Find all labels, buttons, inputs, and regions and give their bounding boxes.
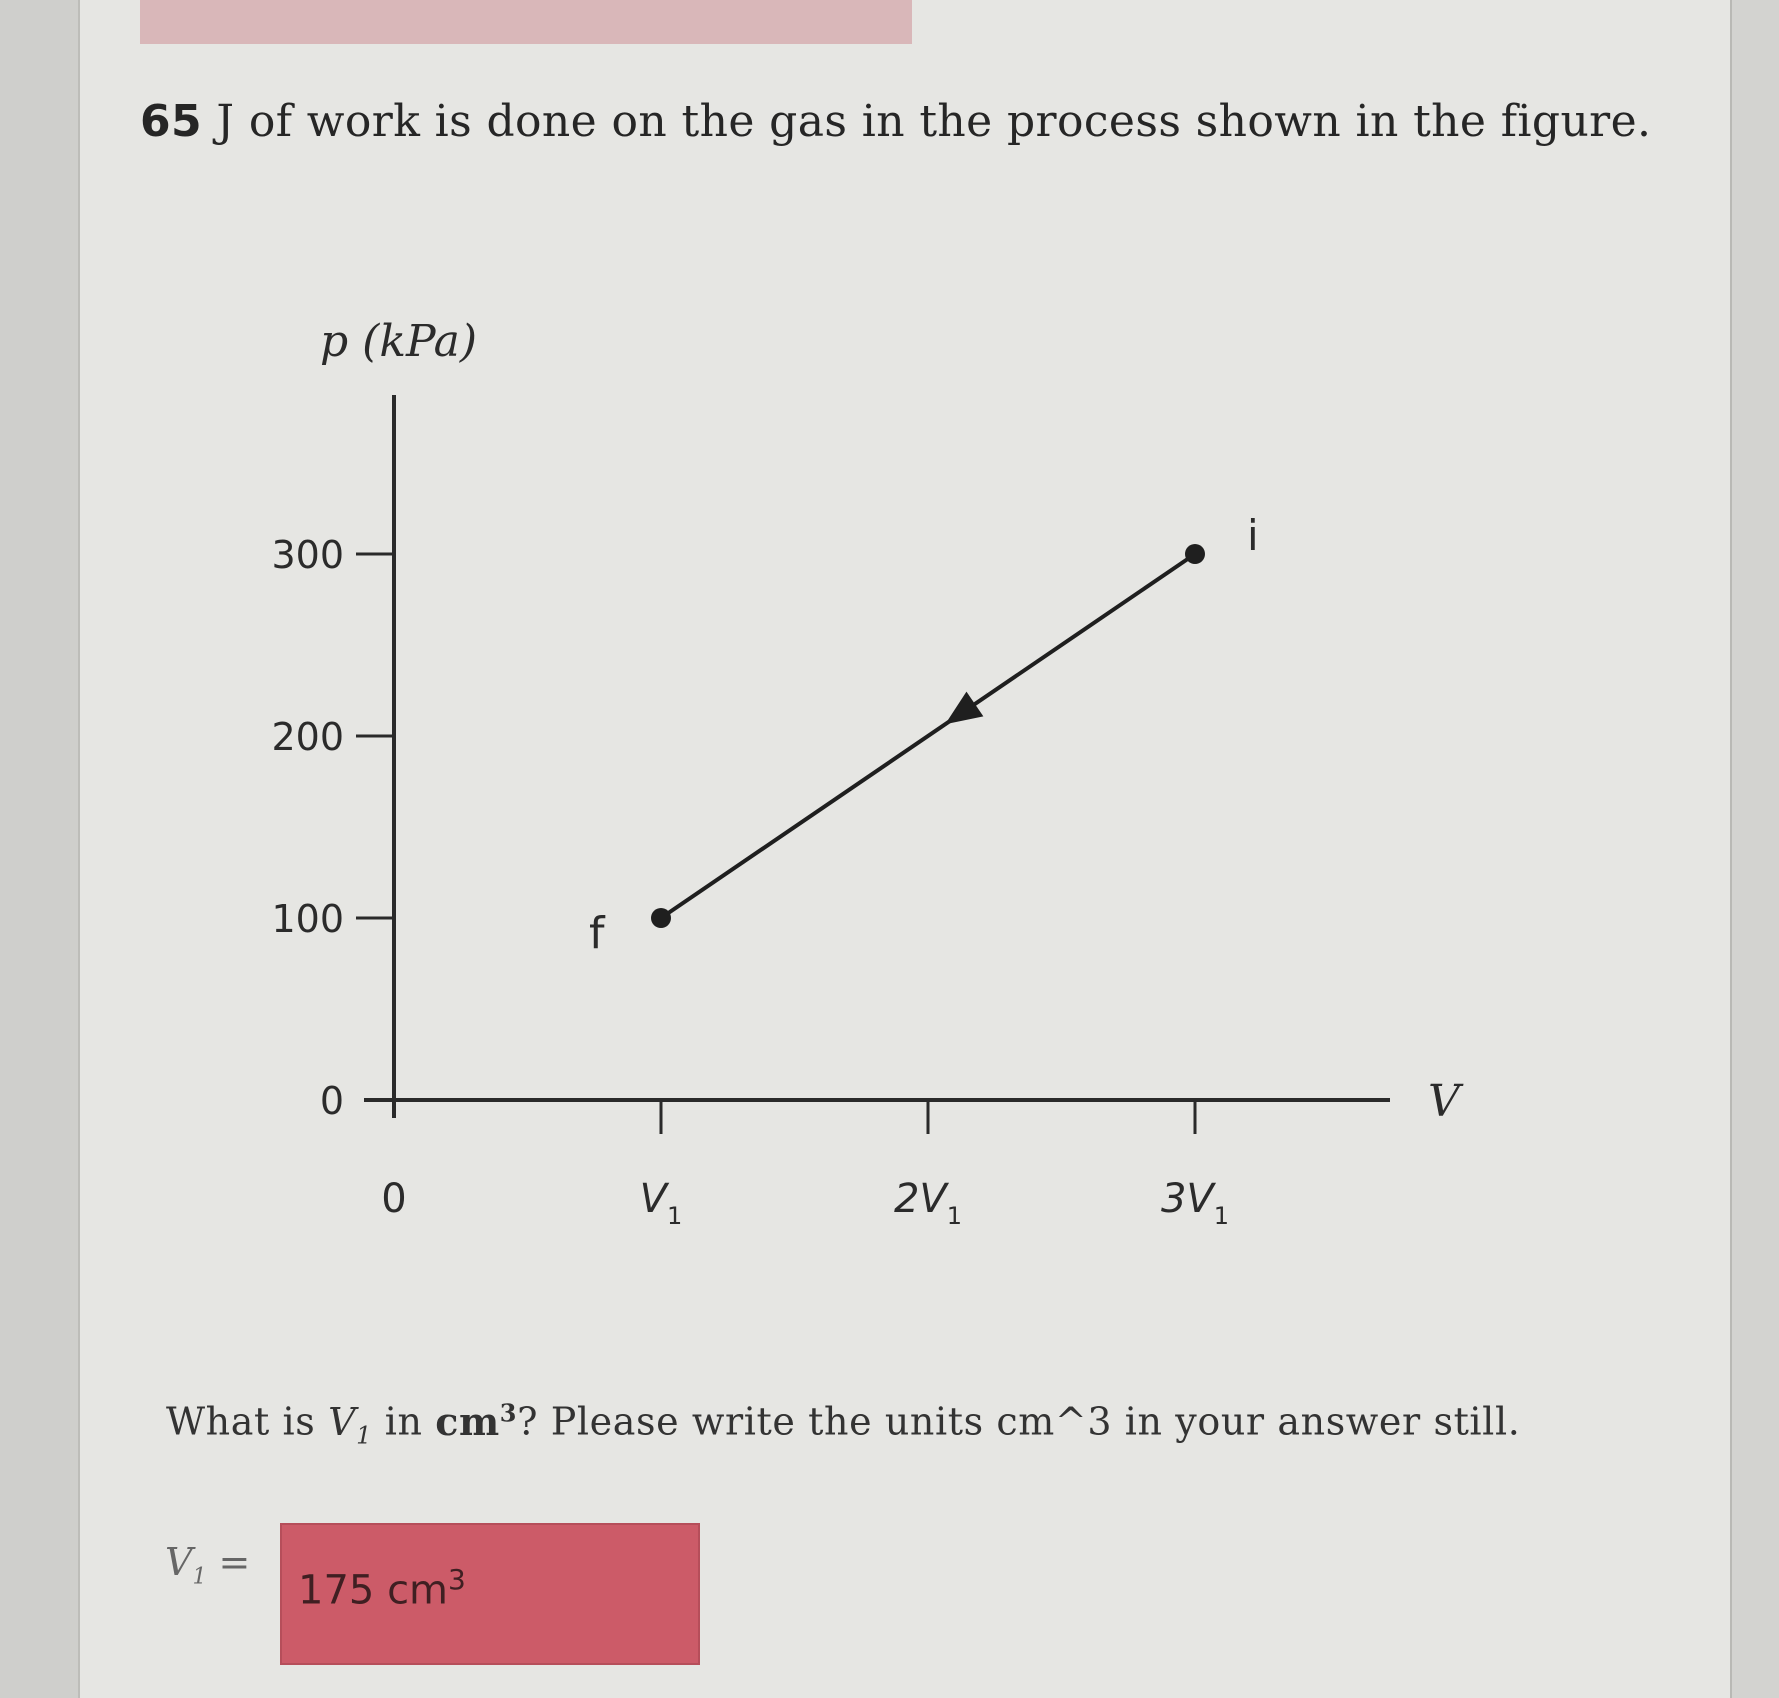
x-tick-label: $3V_1$: [1160, 1176, 1230, 1230]
answer-symbol: V: [165, 1540, 193, 1584]
x-axis-label: V: [1428, 1076, 1460, 1127]
answer-value-text: 175 cm: [298, 1567, 449, 1614]
process-line: [661, 554, 1195, 918]
left-rail: [0, 0, 80, 1698]
prompt-before: What is: [166, 1399, 316, 1444]
question-text: J of work is done on the gas in the process shown in the figure.: [216, 96, 1652, 147]
y-tick-label: 100: [271, 897, 344, 941]
prompt-in: in: [384, 1399, 423, 1444]
point-label-f: f: [589, 908, 605, 959]
point-label-i: i: [1247, 511, 1259, 560]
answer-equals: =: [218, 1540, 251, 1584]
right-rail: [1730, 0, 1779, 1698]
x-tick-label: $2V_1$: [893, 1176, 963, 1230]
answer-symbol-sub: 1: [192, 1564, 207, 1590]
direction-arrow: [945, 692, 983, 725]
question-line: [140, 96, 1651, 147]
y-tick-label: 300: [271, 533, 344, 577]
pv-diagram: [200, 300, 1560, 1280]
x-tick-label: 0: [381, 1176, 407, 1222]
answer-value: [298, 1563, 466, 1613]
prompt-symbol-sub: 1: [356, 1421, 372, 1450]
y-axis-label: p (kPa): [320, 316, 478, 367]
top-banner: [140, 0, 912, 44]
x-tick-label: $V_1$: [639, 1176, 683, 1230]
prompt-symbol: V: [328, 1399, 357, 1444]
point-i: [1185, 544, 1205, 564]
answer-value-power: 3: [448, 1563, 466, 1596]
prompt-unit: cm: [435, 1398, 500, 1444]
y-tick-label: 0: [319, 1079, 344, 1123]
y-tick-label: 200: [271, 715, 344, 759]
point-f: [651, 908, 671, 928]
pv-chart: [200, 300, 1560, 1280]
answer-input[interactable]: [280, 1523, 700, 1665]
prompt-unit-power: 3: [499, 1398, 518, 1427]
prompt-after: ? Please write the units cm^3 in your answer still.: [517, 1399, 1521, 1444]
work-value: 65: [140, 96, 203, 147]
prompt-line: [166, 1398, 1520, 1449]
answer-label: [165, 1540, 250, 1590]
